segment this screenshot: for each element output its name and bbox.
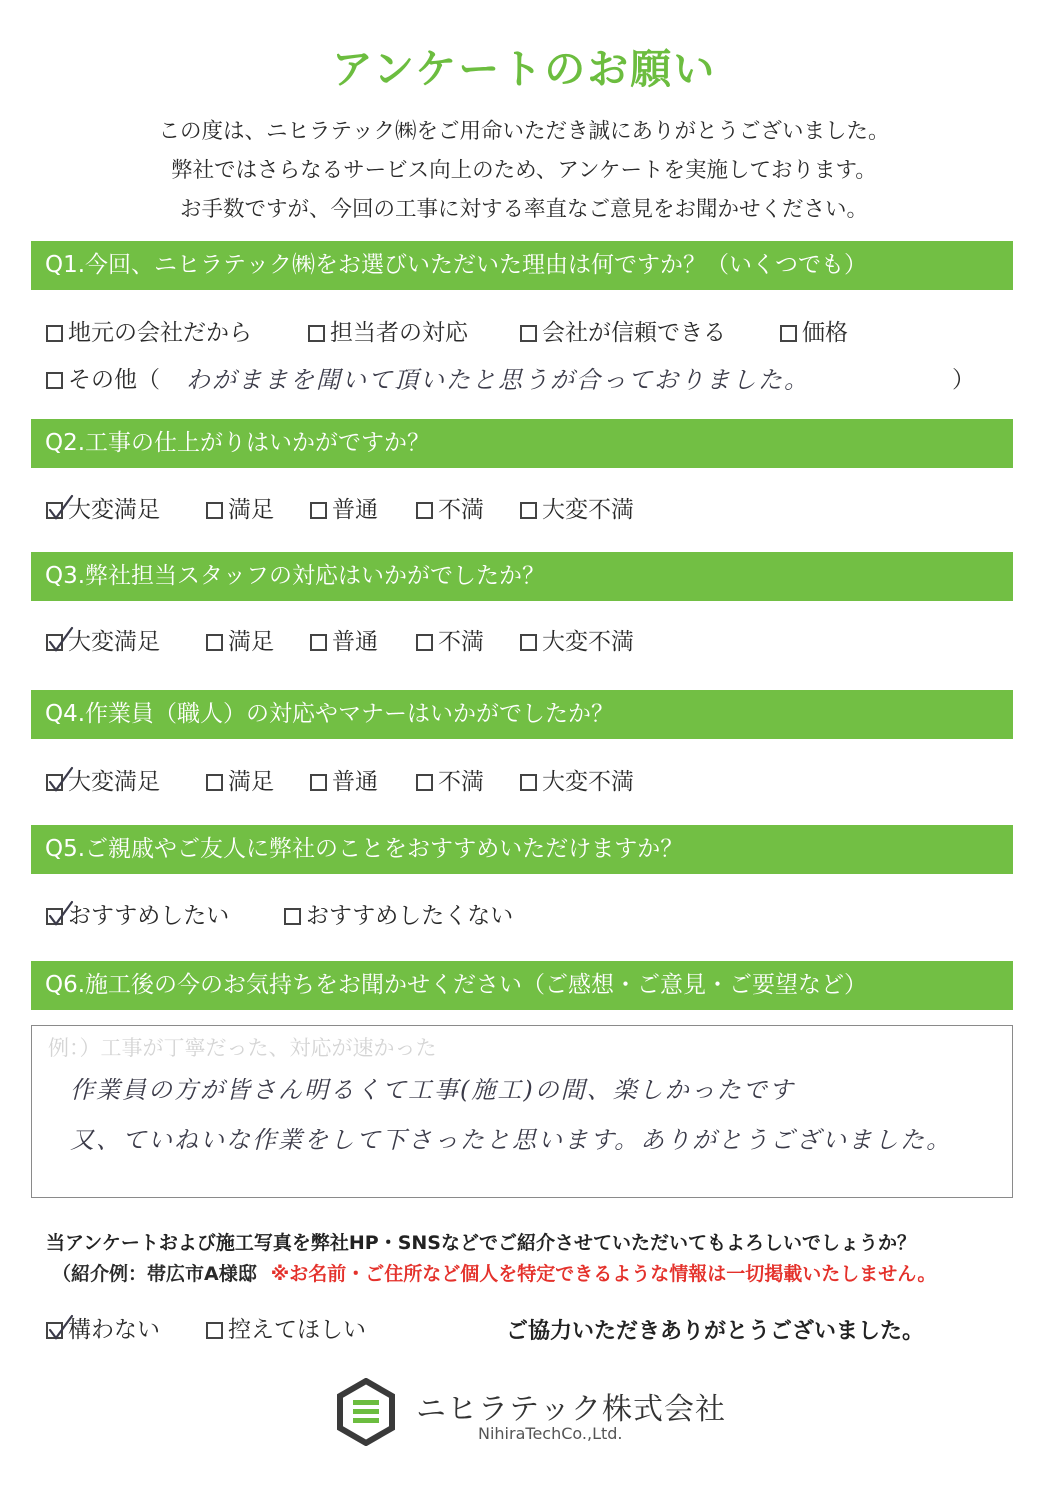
checkbox[interactable] <box>520 774 537 791</box>
q2-heading: Q2.工事の仕上がりはいかがですか？ <box>31 419 1013 468</box>
checkbox-checked[interactable] <box>46 908 63 925</box>
q3-option-satisfied[interactable]: 満足 <box>206 622 274 662</box>
q4-options <box>46 762 1006 802</box>
checkbox[interactable] <box>284 908 301 925</box>
q1-other-close: ） <box>952 367 975 393</box>
checkbox[interactable] <box>416 634 433 651</box>
thanks-message: ご協力いただきありがとうございました。 <box>506 1319 925 1344</box>
q1-option-local[interactable]: 地元の会社だから <box>46 313 252 353</box>
checkbox[interactable] <box>416 774 433 791</box>
intro-line: この度は、ニヒラテック㈱をご用命いただき誠にありがとうございました。 <box>158 119 890 144</box>
q2-options <box>46 490 1006 530</box>
q1-option-staff[interactable]: 担当者の対応 <box>308 313 468 353</box>
intro-line: 弊社ではさらなるサービス向上のため、アンケートを実施しております。 <box>171 158 877 183</box>
q6-heading: Q6.施工後の今のお気持ちをお聞かせください（ご感想・ご意見・ご要望など） <box>31 961 1013 1010</box>
checkbox[interactable] <box>206 502 223 519</box>
privacy-notice: ※お名前・ご住所など個人を特定できるような情報は一切掲載いたしません。 <box>270 1263 937 1285</box>
checkbox[interactable] <box>520 325 537 342</box>
q2-option-dissatisfied[interactable]: 不満 <box>416 490 484 530</box>
q5-options <box>46 896 1006 936</box>
q6-answer-line: 又、ていねいな作業をして下さったと思います。ありがとうございました。 <box>70 1126 953 1154</box>
q1-heading: Q1.今回、ニヒラテック㈱をお選びいただいた理由は何ですか？（いくつでも） <box>31 241 1013 290</box>
q2-option-very-satisfied[interactable]: 大変満足 <box>46 490 160 530</box>
q5-option-not-recommend[interactable]: おすすめしたくない <box>284 896 513 936</box>
checkbox-checked[interactable] <box>46 502 63 519</box>
checkbox[interactable] <box>206 634 223 651</box>
checkbox-checked[interactable] <box>46 1322 63 1339</box>
q3-option-very-dissatisfied[interactable]: 大変不満 <box>520 622 634 662</box>
q3-option-very-satisfied[interactable]: 大変満足 <box>46 622 160 662</box>
permission-option-ok[interactable]: 構わない <box>46 1310 160 1350</box>
q1-other <box>46 360 986 400</box>
checkbox[interactable] <box>520 502 537 519</box>
q4-option-dissatisfied[interactable]: 不満 <box>416 762 484 802</box>
q4-option-very-satisfied[interactable]: 大変満足 <box>46 762 160 802</box>
company-name: ニヒラテック株式会社 <box>416 1392 726 1427</box>
checkbox[interactable] <box>520 634 537 651</box>
intro-line: お手数ですが、今回の工事に対する率直なご意見をお聞かせください。 <box>179 197 868 222</box>
q3-option-normal[interactable]: 普通 <box>310 622 378 662</box>
q1-option-other[interactable]: その他（ <box>46 360 160 400</box>
q6-answer-line: 作業員の方が皆さん明るくて工事(施工)の間、楽しかったです <box>70 1076 795 1104</box>
checkbox[interactable] <box>780 325 797 342</box>
q3-options <box>46 622 1006 662</box>
checkbox[interactable] <box>206 1322 223 1339</box>
intro-text <box>0 112 1048 229</box>
q2-option-normal[interactable]: 普通 <box>310 490 378 530</box>
q3-option-dissatisfied[interactable]: 不満 <box>416 622 484 662</box>
permission-note <box>52 1259 936 1286</box>
checkbox[interactable] <box>310 634 327 651</box>
checkbox[interactable] <box>206 774 223 791</box>
company-name-en: NihiraTechCo.,Ltd. <box>478 1424 623 1443</box>
permission-option-decline[interactable]: 控えてほしい <box>206 1310 366 1350</box>
checkbox[interactable] <box>310 502 327 519</box>
q5-option-recommend[interactable]: おすすめしたい <box>46 896 229 936</box>
checkbox[interactable] <box>46 372 63 389</box>
checkbox[interactable] <box>416 502 433 519</box>
checkbox-checked[interactable] <box>46 634 63 651</box>
q1-options <box>46 313 1006 353</box>
q4-option-very-dissatisfied[interactable]: 大変不満 <box>520 762 634 802</box>
q2-option-satisfied[interactable]: 満足 <box>206 490 274 530</box>
q6-example-placeholder: 例：）工事が丁寧だった、対応が速かった <box>48 1036 437 1060</box>
q1-option-trust[interactable]: 会社が信頼できる <box>520 313 726 353</box>
q5-heading: Q5.ご親戚やご友人に弊社のことをおすすめいただけますか？ <box>31 825 1013 874</box>
q6-comment-box[interactable] <box>31 1025 1013 1198</box>
checkbox[interactable] <box>46 325 63 342</box>
q4-heading: Q4.作業員（職人）の対応やマナーはいかがでしたか？ <box>31 690 1013 739</box>
q4-option-normal[interactable]: 普通 <box>310 762 378 802</box>
q1-option-price[interactable]: 価格 <box>780 313 848 353</box>
checkbox[interactable] <box>310 774 327 791</box>
permission-question: 当アンケートおよび施工写真を弊社HP・SNSなどでご紹介させていただいてもよろしいでしょうか？ <box>46 1232 916 1254</box>
q2-option-very-dissatisfied[interactable]: 大変不満 <box>520 490 634 530</box>
page-title: アンケートのお願い <box>331 45 717 93</box>
checkbox-checked[interactable] <box>46 774 63 791</box>
q4-option-satisfied[interactable]: 満足 <box>206 762 274 802</box>
q3-heading: Q3.弊社担当スタッフの対応はいかがでしたか？ <box>31 552 1013 601</box>
permission-example: （紹介例：帯広市A様邸 <box>52 1263 257 1285</box>
checkbox[interactable] <box>308 325 325 342</box>
q1-other-answer[interactable]: わがままを聞いて頂いたと思うが合っておりました。 <box>186 366 810 394</box>
hexagon-logo-icon <box>336 1378 396 1446</box>
